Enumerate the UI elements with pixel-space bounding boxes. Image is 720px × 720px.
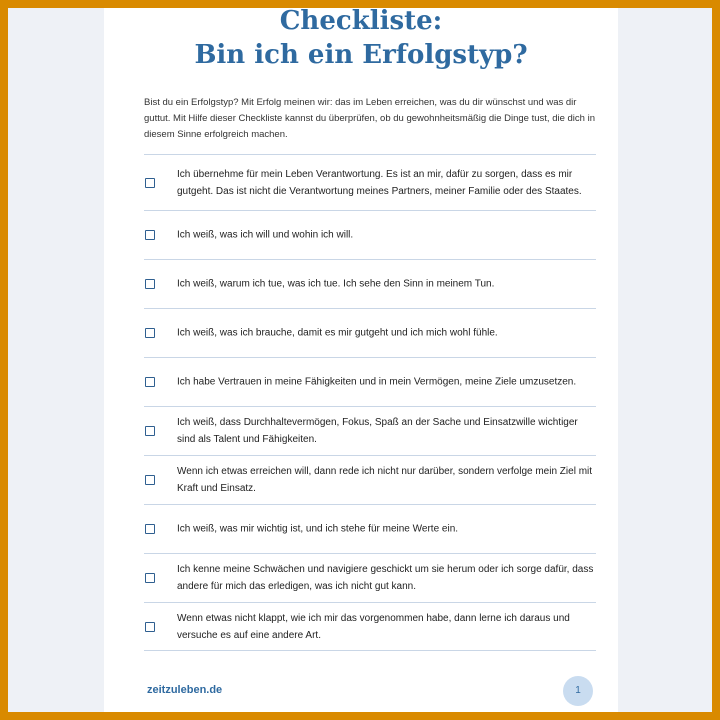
page-number-badge: 1 bbox=[563, 676, 593, 706]
checklist-item bbox=[144, 259, 596, 308]
checklist-item-text: Ich weiß, warum ich tue, was ich tue. Ich sehe den Sinn in meinem Tun. bbox=[177, 278, 495, 290]
checklist-item bbox=[144, 406, 596, 455]
image-frame bbox=[8, 8, 712, 712]
checkbox-icon[interactable] bbox=[145, 377, 155, 387]
document-page bbox=[104, 8, 618, 712]
checkbox-icon[interactable] bbox=[145, 279, 155, 289]
checklist-item-text: Wenn ich etwas erreichen will, dann rede ich nicht nur darüber, sondern verfolge mein Ziel mit Kraft und Einsatz. bbox=[177, 466, 593, 494]
footer-brand: zeitzuleben.de bbox=[147, 684, 223, 696]
checklist-item bbox=[144, 154, 596, 210]
checkbox-icon[interactable] bbox=[145, 426, 155, 436]
checklist-item-text: Ich übernehme für mein Leben Verantwortung. Es ist an mir, dafür zu sorgen, dass es mir gutgeht. Das ist nicht die Verantwortung meines Partners, meiner Familie oder des Staates. bbox=[177, 168, 582, 197]
checklist-item-text: Ich weiß, dass Durchhaltevermögen, Fokus, Spaß an der Sache und Einsatzwille wichtiger sind als Talent und Fähigkeiten. bbox=[177, 417, 578, 445]
checklist-item bbox=[144, 455, 596, 504]
checkbox-icon[interactable] bbox=[145, 230, 155, 240]
checklist-item bbox=[144, 504, 596, 553]
checkbox-icon[interactable] bbox=[145, 622, 155, 632]
checklist-item-text: Ich weiß, was ich brauche, damit es mir gutgeht und ich mich wohl fühle. bbox=[177, 327, 498, 339]
title-line-1: Checkliste: bbox=[279, 8, 443, 36]
checkbox-icon[interactable] bbox=[145, 328, 155, 338]
checkbox-icon[interactable] bbox=[145, 573, 155, 583]
checklist-item bbox=[144, 553, 596, 602]
checkbox-icon[interactable] bbox=[145, 524, 155, 534]
checklist-item-text: Ich weiß, was ich will und wohin ich will. bbox=[177, 229, 354, 241]
checklist-item-text: Ich kenne meine Schwächen und navigiere geschickt um sie herum oder ich sorge dafür, dass andere für mich das erledigen, was ich nicht gut kann. bbox=[177, 564, 594, 592]
title-line-2: Bin ich ein Erfolgstyp? bbox=[194, 40, 528, 70]
checklist-item-text: Wenn etwas nicht klappt, wie ich mir das vorgenommen habe, dann lerne ich daraus und versuche es auf eine andere Art. bbox=[177, 612, 570, 641]
checklist-item-text: Ich habe Vertrauen in meine Fähigkeiten und in mein Vermögen, meine Ziele umzusetzen. bbox=[177, 376, 577, 388]
intro-paragraph: Bist du ein Erfolgstyp? Mit Erfolg meinen wir: das im Leben erreichen, was du dir wünschst und was dir guttut. Mit Hilfe dieser Checkliste kannst du überprüfen, ob du gewohnheitsmäßig die Dinge tust, die dich in diesem Sinne erfolgreich machen. bbox=[144, 97, 595, 140]
checklist-item bbox=[144, 308, 596, 357]
checklist-item bbox=[144, 210, 596, 259]
checklist-item bbox=[144, 357, 596, 406]
checkbox-icon[interactable] bbox=[145, 178, 155, 188]
checkbox-icon[interactable] bbox=[145, 475, 155, 485]
checklist-item-text: Ich weiß, was mir wichtig ist, und ich stehe für meine Werte ein. bbox=[177, 523, 459, 535]
checklist bbox=[144, 154, 596, 651]
checklist-item bbox=[144, 602, 596, 651]
